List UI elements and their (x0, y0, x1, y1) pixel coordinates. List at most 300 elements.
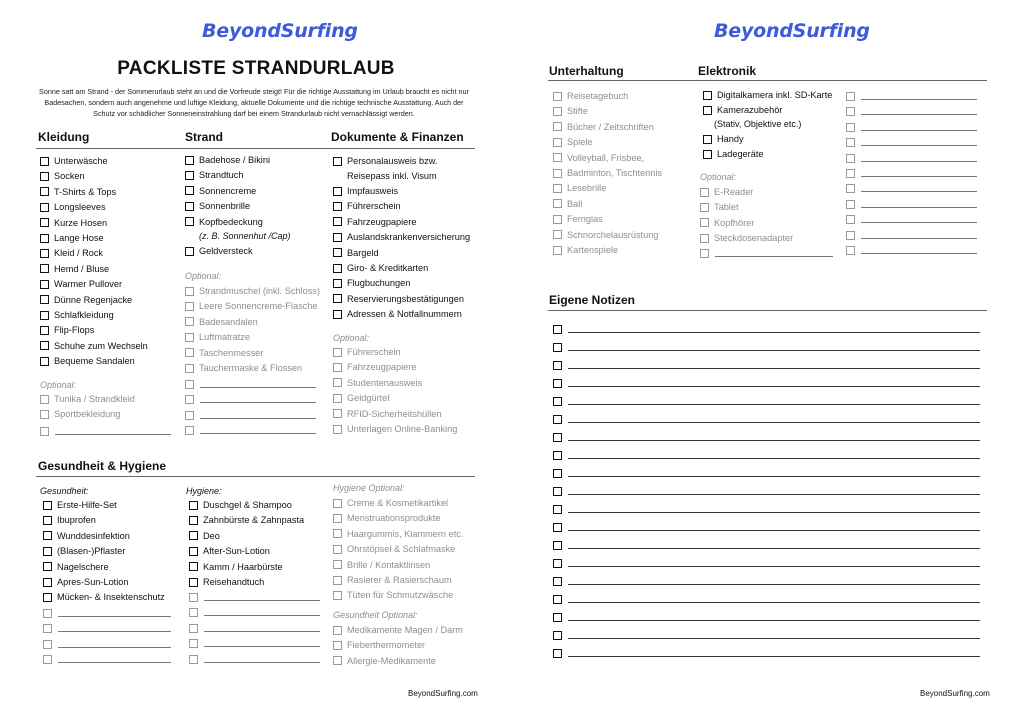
checkbox[interactable] (43, 593, 52, 602)
list-item[interactable]: Wunddesinfektion (43, 531, 130, 541)
blank-entry[interactable] (846, 230, 977, 240)
checkbox[interactable] (333, 499, 342, 508)
checkbox[interactable] (189, 655, 198, 664)
checkbox[interactable] (40, 249, 49, 258)
checkbox[interactable] (553, 153, 562, 162)
checkbox[interactable] (43, 624, 52, 633)
blank-entry[interactable] (846, 168, 977, 178)
checkbox[interactable] (846, 154, 855, 163)
write-line[interactable] (568, 332, 980, 333)
list-item[interactable]: Fahrzeugpapiere (333, 217, 416, 227)
blank-entry[interactable] (185, 394, 316, 404)
blank-entry[interactable] (40, 426, 171, 436)
blank-entry[interactable] (553, 378, 980, 388)
write-line[interactable] (861, 238, 977, 239)
write-line[interactable] (200, 433, 316, 434)
checkbox[interactable] (703, 91, 712, 100)
blank-entry[interactable] (553, 630, 980, 640)
blank-entry[interactable] (846, 214, 977, 224)
blank-entry[interactable] (553, 360, 980, 370)
write-line[interactable] (568, 530, 980, 531)
write-line[interactable] (568, 386, 980, 387)
checkbox[interactable] (40, 218, 49, 227)
checkbox[interactable] (189, 624, 198, 633)
list-item[interactable]: Geldversteck (185, 246, 253, 256)
write-line[interactable] (204, 662, 320, 663)
checkbox[interactable] (333, 202, 342, 211)
blank-entry[interactable] (846, 106, 977, 116)
checkbox[interactable] (185, 217, 194, 226)
write-line[interactable] (861, 207, 977, 208)
write-line[interactable] (861, 191, 977, 192)
checkbox[interactable] (189, 501, 198, 510)
checkbox[interactable] (185, 186, 194, 195)
checkbox[interactable] (553, 215, 562, 224)
checkbox[interactable] (43, 562, 52, 571)
list-item[interactable]: Kopfhörer (700, 218, 754, 228)
checkbox[interactable] (189, 547, 198, 556)
checkbox[interactable] (846, 200, 855, 209)
list-item[interactable]: Tüten für Schmutzwäsche (333, 590, 453, 600)
checkbox[interactable] (185, 333, 194, 342)
checkbox[interactable] (40, 157, 49, 166)
list-item[interactable]: Kurze Hosen (40, 218, 107, 228)
write-line[interactable] (568, 548, 980, 549)
blank-entry[interactable] (43, 623, 171, 633)
checkbox[interactable] (43, 578, 52, 587)
checkbox[interactable] (185, 171, 194, 180)
list-item[interactable]: (Blasen-)Pflaster (43, 546, 125, 556)
checkbox[interactable] (40, 187, 49, 196)
list-item[interactable]: Medikamente Magen / Darm (333, 625, 463, 635)
list-item[interactable]: Geldgürtel (333, 393, 389, 403)
blank-entry[interactable] (553, 612, 980, 622)
list-item[interactable]: Adressen & Notfallnummern (333, 309, 462, 319)
checkbox[interactable] (333, 576, 342, 585)
list-item[interactable]: Digitalkamera inkl. SD-Karte (703, 90, 832, 100)
list-item[interactable]: Sonnenbrille (185, 201, 250, 211)
blank-entry[interactable] (43, 654, 171, 664)
list-item[interactable]: Creme & Kosmetikartikel (333, 498, 448, 508)
list-item[interactable]: Duschgel & Shampoo (189, 500, 292, 510)
blank-entry[interactable] (553, 558, 980, 568)
checkbox[interactable] (43, 640, 52, 649)
list-item[interactable]: Personalausweis bzw. (333, 156, 437, 166)
checkbox[interactable] (43, 655, 52, 664)
checkbox[interactable] (333, 233, 342, 242)
checkbox[interactable] (333, 348, 342, 357)
blank-entry[interactable] (189, 607, 320, 617)
checkbox[interactable] (553, 523, 562, 532)
write-line[interactable] (568, 440, 980, 441)
list-item[interactable]: Reservierungsbestätigungen (333, 294, 464, 304)
write-line[interactable] (568, 512, 980, 513)
checkbox[interactable] (553, 631, 562, 640)
checkbox[interactable] (333, 514, 342, 523)
checkbox[interactable] (333, 157, 342, 166)
list-item[interactable]: Menstruationsprodukte (333, 513, 440, 523)
checkbox[interactable] (40, 234, 49, 243)
list-item[interactable]: Strandtuch (185, 170, 243, 180)
blank-entry[interactable] (700, 248, 833, 258)
list-item[interactable]: Kleid / Rock (40, 248, 103, 258)
checkbox[interactable] (333, 529, 342, 538)
checkbox[interactable] (333, 394, 342, 403)
checkbox[interactable] (553, 559, 562, 568)
checkbox[interactable] (700, 203, 709, 212)
list-item[interactable]: Badesandalen (185, 317, 258, 327)
blank-entry[interactable] (846, 91, 977, 101)
list-item[interactable]: Warmer Pullover (40, 279, 122, 289)
checkbox[interactable] (703, 106, 712, 115)
checkbox[interactable] (700, 218, 709, 227)
list-item[interactable]: Impfausweis (333, 186, 398, 196)
blank-entry[interactable] (553, 648, 980, 658)
checkbox[interactable] (846, 138, 855, 147)
checkbox[interactable] (185, 348, 194, 357)
checkbox[interactable] (553, 92, 562, 101)
checkbox[interactable] (553, 415, 562, 424)
list-item[interactable]: Schlafkleidung (40, 310, 114, 320)
blank-entry[interactable] (43, 639, 171, 649)
list-item[interactable]: Luftmatratze (185, 332, 250, 342)
checkbox[interactable] (185, 380, 194, 389)
checkbox[interactable] (333, 279, 342, 288)
checkbox[interactable] (553, 122, 562, 131)
checkbox[interactable] (333, 641, 342, 650)
checkbox[interactable] (185, 411, 194, 420)
write-line[interactable] (58, 647, 171, 648)
checkbox[interactable] (846, 92, 855, 101)
checkbox[interactable] (846, 123, 855, 132)
write-line[interactable] (204, 615, 320, 616)
write-line[interactable] (861, 99, 977, 100)
list-item[interactable]: Ibuprofen (43, 515, 96, 525)
checkbox[interactable] (189, 593, 198, 602)
list-item[interactable]: Dünne Regenjacke (40, 295, 132, 305)
checkbox[interactable] (553, 184, 562, 193)
checkbox[interactable] (43, 531, 52, 540)
list-item[interactable]: Lesebrille (553, 183, 606, 193)
checkbox[interactable] (700, 249, 709, 258)
checkbox[interactable] (703, 150, 712, 159)
blank-entry[interactable] (553, 468, 980, 478)
list-item[interactable]: Rasierer & Rasierschaum (333, 575, 452, 585)
list-item[interactable]: Stifte (553, 106, 588, 116)
list-item[interactable]: Bücher / Zeitschriften (553, 122, 654, 132)
list-item[interactable]: Kartenspiele (553, 245, 618, 255)
list-item[interactable]: Deo (189, 531, 220, 541)
checkbox[interactable] (553, 169, 562, 178)
list-item[interactable]: Socken (40, 171, 85, 181)
write-line[interactable] (568, 422, 980, 423)
checkbox[interactable] (333, 378, 342, 387)
blank-entry[interactable] (43, 608, 171, 618)
checkbox[interactable] (553, 199, 562, 208)
list-item[interactable]: Badehose / Bikini (185, 155, 270, 165)
checkbox[interactable] (333, 310, 342, 319)
checkbox[interactable] (40, 395, 49, 404)
checkbox[interactable] (43, 516, 52, 525)
checkbox[interactable] (333, 626, 342, 635)
checkbox[interactable] (553, 107, 562, 116)
write-line[interactable] (58, 631, 171, 632)
write-line[interactable] (568, 620, 980, 621)
checkbox[interactable] (553, 433, 562, 442)
list-item[interactable]: Kamerazubehör (703, 105, 782, 115)
list-item[interactable]: Apres-Sun-Lotion (43, 577, 129, 587)
write-line[interactable] (715, 256, 833, 257)
list-item[interactable]: Flip-Flops (40, 325, 94, 335)
list-item[interactable]: Schuhe zum Wechseln (40, 341, 148, 351)
write-line[interactable] (204, 646, 320, 647)
checkbox[interactable] (43, 547, 52, 556)
blank-entry[interactable] (846, 183, 977, 193)
write-line[interactable] (568, 458, 980, 459)
checkbox[interactable] (553, 397, 562, 406)
checkbox[interactable] (333, 248, 342, 257)
write-line[interactable] (568, 584, 980, 585)
write-line[interactable] (568, 476, 980, 477)
list-item[interactable]: Fernglas (553, 214, 603, 224)
blank-entry[interactable] (553, 522, 980, 532)
write-line[interactable] (204, 600, 320, 601)
list-item[interactable]: Nagelschere (43, 562, 109, 572)
list-item[interactable]: Ohrstöpsel & Schlafmaske (333, 544, 455, 554)
write-line[interactable] (58, 662, 171, 663)
write-line[interactable] (200, 418, 316, 419)
checkbox[interactable] (189, 608, 198, 617)
checkbox[interactable] (333, 294, 342, 303)
blank-entry[interactable] (846, 122, 977, 132)
checkbox[interactable] (185, 202, 194, 211)
list-item[interactable]: Mücken- & Insektenschutz (43, 592, 165, 602)
checkbox[interactable] (185, 287, 194, 296)
checkbox[interactable] (553, 595, 562, 604)
list-item[interactable]: Unterwäsche (40, 156, 108, 166)
list-item[interactable]: Bequeme Sandalen (40, 356, 135, 366)
checkbox[interactable] (553, 343, 562, 352)
checkbox[interactable] (333, 264, 342, 273)
blank-entry[interactable] (185, 379, 316, 389)
checkbox[interactable] (333, 560, 342, 569)
checkbox[interactable] (333, 591, 342, 600)
checkbox[interactable] (189, 578, 198, 587)
checkbox[interactable] (333, 217, 342, 226)
list-item[interactable]: Lange Hose (40, 233, 104, 243)
checkbox[interactable] (40, 203, 49, 212)
blank-entry[interactable] (553, 540, 980, 550)
list-item[interactable]: Kamm / Haarbürste (189, 562, 283, 572)
checkbox[interactable] (333, 363, 342, 372)
write-line[interactable] (861, 253, 977, 254)
list-item[interactable]: Reisetagebuch (553, 91, 628, 101)
checkbox[interactable] (185, 426, 194, 435)
checkbox[interactable] (846, 215, 855, 224)
checkbox[interactable] (189, 516, 198, 525)
write-line[interactable] (55, 434, 171, 435)
list-item[interactable]: Ball (553, 199, 582, 209)
write-line[interactable] (568, 638, 980, 639)
blank-entry[interactable] (553, 324, 980, 334)
checkbox[interactable] (553, 246, 562, 255)
checkbox[interactable] (553, 487, 562, 496)
write-line[interactable] (568, 566, 980, 567)
list-item[interactable]: Volleyball, Frisbee, (553, 153, 644, 163)
list-item[interactable]: Leere Sonnencreme-Flasche (185, 301, 317, 311)
list-item[interactable]: Fieberthermometer (333, 640, 425, 650)
checkbox[interactable] (185, 247, 194, 256)
checkbox[interactable] (189, 531, 198, 540)
list-item[interactable]: E-Reader (700, 187, 753, 197)
checkbox[interactable] (700, 234, 709, 243)
list-item[interactable]: After-Sun-Lotion (189, 546, 270, 556)
list-item[interactable]: Strandmuschel (inkl. Schloss) (185, 286, 320, 296)
checkbox[interactable] (846, 107, 855, 116)
list-item[interactable]: Hemd / Bluse (40, 264, 109, 274)
checkbox[interactable] (333, 656, 342, 665)
checkbox[interactable] (700, 188, 709, 197)
list-item[interactable]: Erste-Hilfe-Set (43, 500, 117, 510)
list-item[interactable]: Handy (703, 134, 744, 144)
blank-entry[interactable] (846, 245, 977, 255)
checkbox[interactable] (40, 357, 49, 366)
write-line[interactable] (861, 114, 977, 115)
blank-entry[interactable] (189, 654, 320, 664)
blank-entry[interactable] (553, 594, 980, 604)
blank-entry[interactable] (553, 342, 980, 352)
blank-entry[interactable] (553, 576, 980, 586)
list-item[interactable]: Führerschein (333, 201, 401, 211)
list-item[interactable]: T-Shirts & Tops (40, 187, 116, 197)
checkbox[interactable] (553, 505, 562, 514)
write-line[interactable] (200, 387, 316, 388)
checkbox[interactable] (43, 609, 52, 618)
write-line[interactable] (861, 130, 977, 131)
blank-entry[interactable] (553, 396, 980, 406)
list-item[interactable]: Zahnbürste & Zahnpasta (189, 515, 304, 525)
list-item[interactable]: Allergie-Medikamente (333, 656, 436, 666)
blank-entry[interactable] (189, 592, 320, 602)
blank-entry[interactable] (185, 425, 316, 435)
checkbox[interactable] (40, 341, 49, 350)
write-line[interactable] (861, 222, 977, 223)
write-line[interactable] (861, 176, 977, 177)
checkbox[interactable] (333, 545, 342, 554)
checkbox[interactable] (553, 361, 562, 370)
checkbox[interactable] (43, 501, 52, 510)
write-line[interactable] (568, 368, 980, 369)
checkbox[interactable] (40, 326, 49, 335)
checkbox[interactable] (553, 325, 562, 334)
checkbox[interactable] (40, 410, 49, 419)
blank-entry[interactable] (846, 153, 977, 163)
checkbox[interactable] (553, 541, 562, 550)
checkbox[interactable] (553, 230, 562, 239)
list-item[interactable]: Tunika / Strandkleid (40, 394, 135, 404)
write-line[interactable] (204, 631, 320, 632)
checkbox[interactable] (333, 425, 342, 434)
checkbox[interactable] (185, 395, 194, 404)
write-line[interactable] (568, 656, 980, 657)
list-item[interactable]: Sportbekleidung (40, 409, 120, 419)
write-line[interactable] (568, 404, 980, 405)
list-item[interactable]: Führerschein (333, 347, 401, 357)
list-item[interactable]: Taschenmesser (185, 348, 263, 358)
list-item[interactable]: Unterlagen Online-Banking (333, 424, 457, 434)
blank-entry[interactable] (189, 638, 320, 648)
blank-entry[interactable] (185, 410, 316, 420)
checkbox[interactable] (553, 379, 562, 388)
checkbox[interactable] (333, 187, 342, 196)
checkbox[interactable] (185, 302, 194, 311)
list-item[interactable]: Reisehandtuch (189, 577, 264, 587)
list-item[interactable]: Brille / Kontaktlinsen (333, 560, 430, 570)
checkbox[interactable] (40, 295, 49, 304)
checkbox[interactable] (553, 649, 562, 658)
checkbox[interactable] (703, 135, 712, 144)
checkbox[interactable] (333, 409, 342, 418)
write-line[interactable] (861, 161, 977, 162)
write-line[interactable] (200, 402, 316, 403)
checkbox[interactable] (846, 184, 855, 193)
checkbox[interactable] (185, 317, 194, 326)
list-item[interactable]: Bargeld (333, 248, 379, 258)
checkbox[interactable] (553, 451, 562, 460)
list-item[interactable]: Flugbuchungen (333, 278, 410, 288)
checkbox[interactable] (553, 138, 562, 147)
checkbox[interactable] (846, 246, 855, 255)
checkbox[interactable] (553, 577, 562, 586)
list-item[interactable]: Badminton, Tischtennis (553, 168, 662, 178)
list-item[interactable]: Haargummis, Klammern etc. (333, 529, 463, 539)
blank-entry[interactable] (553, 414, 980, 424)
list-item[interactable]: Steckdosenadapter (700, 233, 793, 243)
list-item[interactable]: Tablet (700, 202, 739, 212)
checkbox[interactable] (189, 562, 198, 571)
checkbox[interactable] (40, 264, 49, 273)
list-item[interactable]: Kopfbedeckung (185, 217, 263, 227)
checkbox[interactable] (40, 172, 49, 181)
list-item[interactable]: Sonnencreme (185, 186, 256, 196)
blank-entry[interactable] (846, 199, 977, 209)
write-line[interactable] (58, 616, 171, 617)
checkbox[interactable] (185, 156, 194, 165)
checkbox[interactable] (40, 427, 49, 436)
list-item[interactable]: Auslandskrankenversicherung (333, 232, 470, 242)
checkbox[interactable] (40, 280, 49, 289)
write-line[interactable] (568, 350, 980, 351)
checkbox[interactable] (185, 364, 194, 373)
write-line[interactable] (568, 494, 980, 495)
blank-entry[interactable] (189, 623, 320, 633)
checkbox[interactable] (846, 169, 855, 178)
list-item[interactable]: RFID-Sicherheitshüllen (333, 409, 441, 419)
checkbox[interactable] (553, 613, 562, 622)
checkbox[interactable] (553, 469, 562, 478)
checkbox[interactable] (40, 311, 49, 320)
list-item[interactable]: Spiele (553, 137, 593, 147)
blank-entry[interactable] (553, 504, 980, 514)
list-item[interactable]: Giro- & Kreditkarten (333, 263, 428, 273)
blank-entry[interactable] (553, 486, 980, 496)
blank-entry[interactable] (553, 450, 980, 460)
checkbox[interactable] (189, 639, 198, 648)
write-line[interactable] (861, 145, 977, 146)
list-item[interactable]: Longsleeves (40, 202, 106, 212)
checkbox[interactable] (846, 231, 855, 240)
list-item[interactable]: Fahrzeugpapiere (333, 362, 416, 372)
